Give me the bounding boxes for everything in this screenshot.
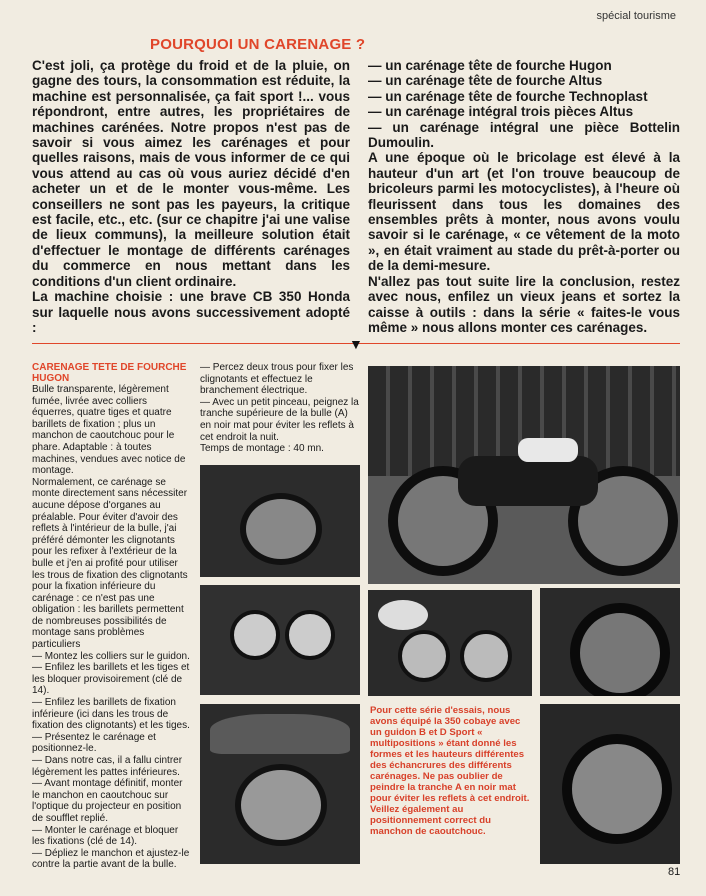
intro-column-right xyxy=(368,58,680,335)
dashboard-photo xyxy=(200,585,360,695)
body-column-2 xyxy=(200,362,360,455)
intro-paragraph: C'est joli, ça protège du froid et de la pluie, on gagne des tours, la consommation est réduite, la machine est personnalisée, ça fait sport !... vous répondront, entre autres, les propriétaires de machines carénées. Notre propos n'est pas de savoir si vous aimez les carénages et pour quelles raisons, mais de vous informer de ce qui vous attend au cas où vous auriez décidé d'en acheter un et de le monter vous-même. Les conseillers ne sont pas les payeurs, la critique est facile, etc., etc. (sur ce chapitre j'ai une valise de lieux communs), la meilleure solution était d'effectuer le montage de différents carénages du commerce en nous mettant dans les conditions d'un client ordinaire. xyxy=(32,58,350,289)
body-paragraph: Bulle transparente, légèrement fumée, livrée avec colliers équerres, quatre tiges et quatre barillets de fixation ; plus un manchon de caoutchouc pour le phare. Adaptable : à toutes machines, vendues avec notice de montage. xyxy=(32,384,186,477)
step-item: — Avant montage définitif, monter le manchon en caoutchouc sur l'optique du projecteur en position de soufflet replié. xyxy=(32,778,183,824)
intro-paragraph: La machine choisie : une brave CB 350 Honda sur laquelle nous avons successivement adopté : xyxy=(32,289,350,335)
motorcycle-photo xyxy=(368,366,680,584)
step-item: — Dépliez le manchon et ajustez-le contre la partie avant de la bulle. xyxy=(32,847,190,871)
intro-paragraph: A une époque où le bricolage est élevé à la hauteur d'un art (et l'on trouve beaucoup de bricoleurs parmi les motocyclistes), à l'heure où fleurissent dans tous les domaines des ensembles prêts à monter, nous avons voulu savoir si le carénage, « ce vêtement de la moto », en était vraiment au stade du prêt-à-porter ou de la demi-mesure. xyxy=(368,150,680,274)
headlight-photo xyxy=(200,465,360,577)
list-item: — un carénage tête de fourche Technoplast xyxy=(368,88,648,104)
list-item: — un carénage tête de fourche Altus xyxy=(368,73,603,89)
step-item: — Monter le carénage et bloquer les fixations (clé de 14). xyxy=(32,824,179,848)
intro-column-left xyxy=(32,58,350,335)
list-item: — un carénage tête de fourche Hugon xyxy=(368,58,612,73)
section-heading: CARENAGE TETE DE FOURCHE HUGON xyxy=(32,362,187,384)
step-item: — Enfilez les barillets et les tiges et les bloquer provisoirement (clé de 14). xyxy=(32,662,190,697)
step-item: — Avec un petit pinceau, peignez la tranche supérieure de la bulle (A) en noir mat pour éviter les reflets à cet endroit la nuit. xyxy=(200,396,359,443)
body-paragraph: Normalement, ce carénage se monte directement sans nécessiter aucune dépose d'organes au préalable. Pour éviter d'avoir des reflets à l'intérieur de la bulle, j'ai préféré démonter les clignotants pour les refixer à l'extérieur de la bulle et j'en ai profité pour utiliser les trous de fixation des clignotants pour la fixation inférieure du carénage : ce n'est pas une obligation : les barillets permettent de nombreuses possibilités de montage sans problèmes particuliers xyxy=(32,476,188,651)
list-item: — un carénage intégral trois pièces Altus xyxy=(368,104,634,120)
body-paragraph: Temps de montage : 40 mn. xyxy=(200,443,324,455)
body-column-1 xyxy=(32,362,192,871)
step-item: — Dans notre cas, il a fallu cintrer légèrement les pattes inférieures. xyxy=(32,755,183,778)
step-item: — Présentez le carénage et positionnez-le. xyxy=(32,731,156,755)
photo-caption: Pour cette série d'essais, nous avons équipé la 350 cobaye avec un guidon B et D Sport « multipositions » étant donné les formes et les hauteurs différentes des échancrures des différents carénages. Ne pas oublier de peindre la tranche A en noir mat pour éviter les reflets à cet endroit. Veillez également au positionnement correct du manchon de caoutchouc. xyxy=(370,705,530,837)
section-label: spécial tourisme xyxy=(596,10,676,22)
step-item: — Montez les colliers sur le guidon. xyxy=(32,650,190,662)
intro-paragraph: N'allez pas tout suite lire la conclusion, restez avec nous, enfilez un vieux jeans et sortez la caisse à outils : dans la série « faites-le vous même » nous allons monter ces carénages. xyxy=(368,273,680,335)
down-arrow-icon: ▼ xyxy=(349,336,363,352)
fairing-install-photo xyxy=(200,704,360,864)
step-item: — Enfilez les barillets de fixation inférieure (ici dans les trous de fixation des clignotants) et les tiges. xyxy=(32,697,190,732)
fairing-front-photo xyxy=(540,588,680,696)
page-title: POURQUOI UN CARENAGE ? xyxy=(150,36,366,53)
gauges-photo xyxy=(368,590,532,696)
step-item: — Percez deux trous pour fixer les clignotants et effectuez le branchement électrique. xyxy=(200,362,354,397)
headlight-boot-photo xyxy=(540,704,680,864)
list-item: — un carénage intégral une pièce Bottelin Dumoulin. xyxy=(368,119,680,151)
page-number: 81 xyxy=(668,866,681,878)
